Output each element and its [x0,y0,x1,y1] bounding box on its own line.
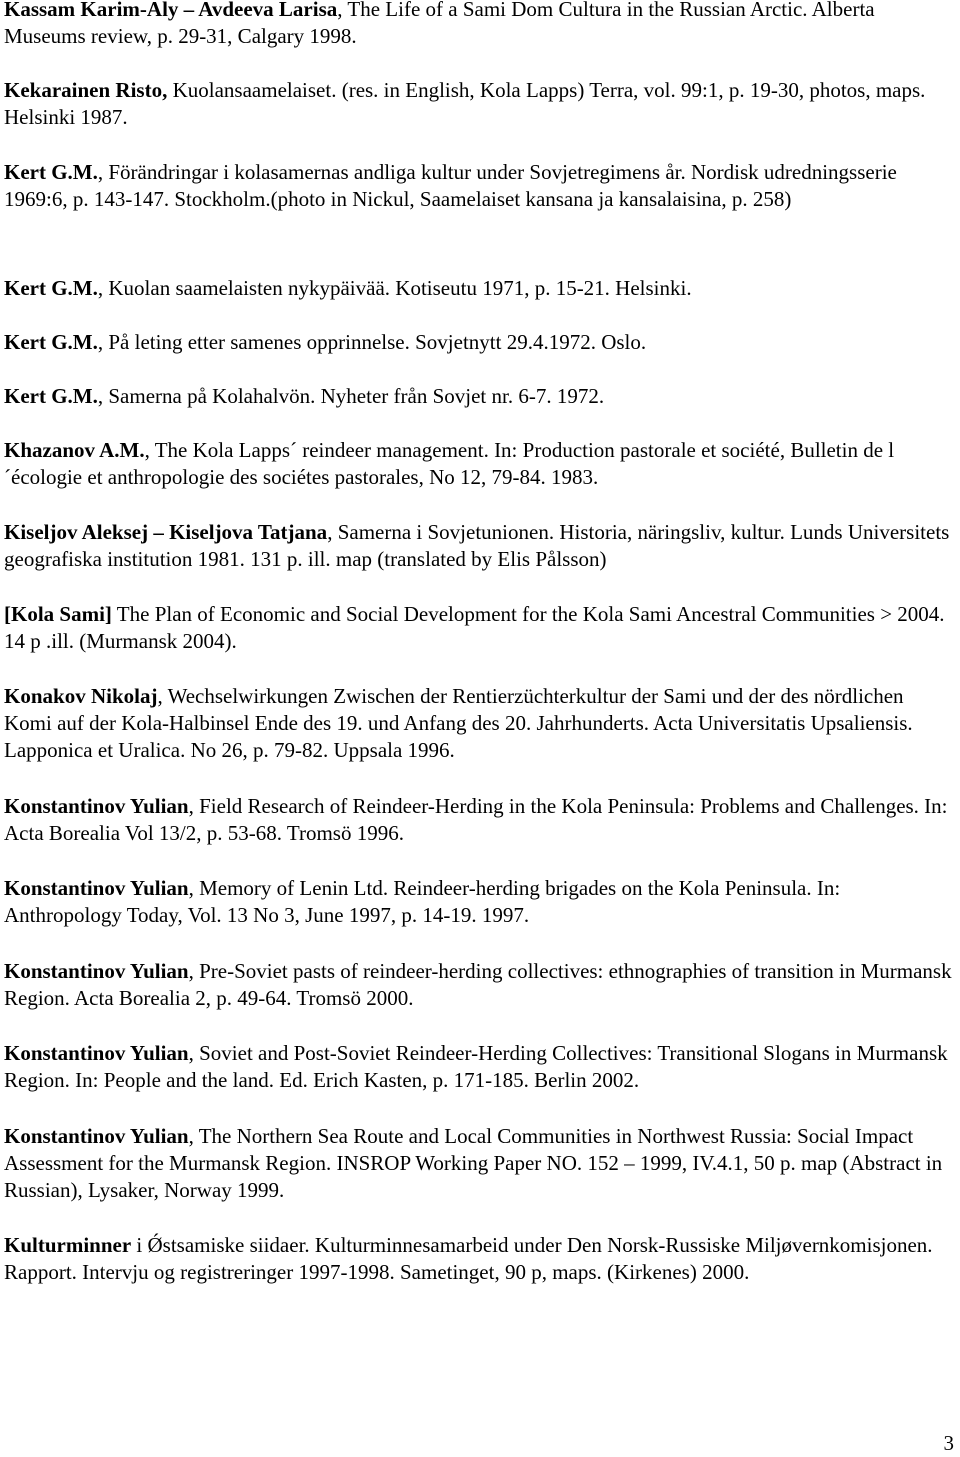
reference-details: i Ǿstsamiske siidaer. Kulturminnesamarbeid under Den Norsk-Russiske Miljøvernkomisjonen. Rapport. Intervju og registreringer 1997-1998. Sametinget, 90 p, maps. (Kirkenes) 2000. [4,1233,933,1284]
reference-entry [4,0,956,50]
reference-author: Kert G.M. [4,276,98,300]
reference-entry [4,159,956,213]
reference-author: Konstantinov Yulian [4,876,189,900]
reference-author: Konstantinov Yulian [4,959,189,983]
reference-details: , Field Research of Reindeer-Herding in the Kola Peninsula: Problems and Challenges. In: Acta Borealia Vol 13/2, p. 53-68. Tromsö 1996. [4,794,948,845]
reference-details: , The Northern Sea Route and Local Communities in Northwest Russia: Social Impact Assessment for the Murmansk Region. INSROP Working Paper NO. 152 – 1999, IV.4.1, 50 p. map (Abstract in Russian), Lysaker, Norway 1999. [4,1124,943,1202]
reference-details: , På leting etter samenes opprinnelse. Sovjetnytt 29.4.1972. Oslo. [97,330,647,354]
reference-entry [4,77,956,131]
reference-entry [4,793,956,847]
reference-author: Kekarainen Risto, [4,78,168,102]
reference-entry [4,875,956,929]
page-number: 3 [943,1431,954,1455]
reference-details: , Soviet and Post-Soviet Reindeer-Herding Collectives: Transitional Slogans in Murmansk Region. In: People and the land. Ed. Erich Kasten, p. 171-185. Berlin 2002. [4,1041,948,1092]
reference-author: Kert G.M. [4,330,98,354]
reference-author: Konstantinov Yulian [4,1041,189,1065]
reference-details: , Memory of Lenin Ltd. Reindeer-herding brigades on the Kola Peninsula. In: Anthropology Today, Vol. 13 No 3, June 1997, p. 14-19. 1997. [4,876,841,927]
reference-entry [4,1040,956,1094]
reference-author: Konstantinov Yulian [4,794,189,818]
reference-author: Konakov Nikolaj [4,684,158,708]
reference-details: , Förändringar i kolasamernas andliga kultur under Sovjetregimens år. Nordisk udredningsserie 1969:6, p. 143-147. Stockholm.(photo in Nickul, Saamelaiset kansana ja kansalaisina, p. 258) [4,160,897,211]
reference-entry [4,383,956,410]
reference-details: Kuolansaamelaiset. (res. in English, Kola Lapps) Terra, vol. 99:1, p. 19-30, photos, maps. Helsinki 1987. [4,78,926,129]
reference-author: Kassam Karim-Aly – Avdeeva Larisa [4,0,338,21]
reference-author: Kulturminner [4,1233,132,1257]
reference-entry [4,683,956,764]
reference-author: Kiseljov Aleksej – Kiseljova Tatjana [4,520,328,544]
reference-author: Kert G.M. [4,384,98,408]
reference-details: , The Life of a Sami Dom Cultura in the Russian Arctic. Alberta Museums review, p. 29-31, Calgary 1998. [4,0,875,48]
reference-details: , Samerna i Sovjetunionen. Historia, näringsliv, kultur. Lunds Universitets geografiska institution 1981. 131 p. ill. map (translated by Elis Pålsson) [4,520,950,571]
reference-entry [4,329,956,356]
reference-details: , Wechselwirkungen Zwischen der Rentierzüchterkultur der Sami und der des nördlichen Komi auf der Kola-Halbinsel Ende des 19. und Anfang des 20. Jahrhunderts. Acta Universitatis Upsaliensis. Lapponica et Uralica. No 26, p. 79-82. Uppsala 1996. [4,684,913,762]
reference-entry [4,437,956,491]
reference-entry [4,601,956,655]
reference-entry [4,958,956,1012]
reference-author: [Kola Sami] [4,602,112,626]
reference-entry [4,1123,956,1204]
reference-entry [4,275,956,302]
document-page [4,0,956,1457]
reference-author: Kert G.M. [4,160,98,184]
reference-details: , The Kola Lapps´ reindeer management. In: Production pastorale et société, Bulletin de l´écologie et anthropologie des sociétes pastorales, No 12, 79-84. 1983. [4,438,895,489]
reference-author: Khazanov A.M. [4,438,145,462]
reference-details: , Kuolan saamelaisten nykypäivää. Kotiseutu 1971, p. 15-21. Helsinki. [97,276,692,300]
reference-entry [4,1232,956,1286]
reference-details: , Pre-Soviet pasts of reindeer-herding collectives: ethnographies of transition in Murmansk Region. Acta Borealia 2, p. 49-64. Tromsö 2000. [4,959,952,1010]
reference-entry [4,519,956,573]
reference-author: Konstantinov Yulian [4,1124,189,1148]
reference-details: The Plan of Economic and Social Development for the Kola Sami Ancestral Communities > 2004. 14 p .ill. (Murmansk 2004). [4,602,945,653]
reference-details: , Samerna på Kolahalvön. Nyheter från Sovjet nr. 6-7. 1972. [97,384,605,408]
